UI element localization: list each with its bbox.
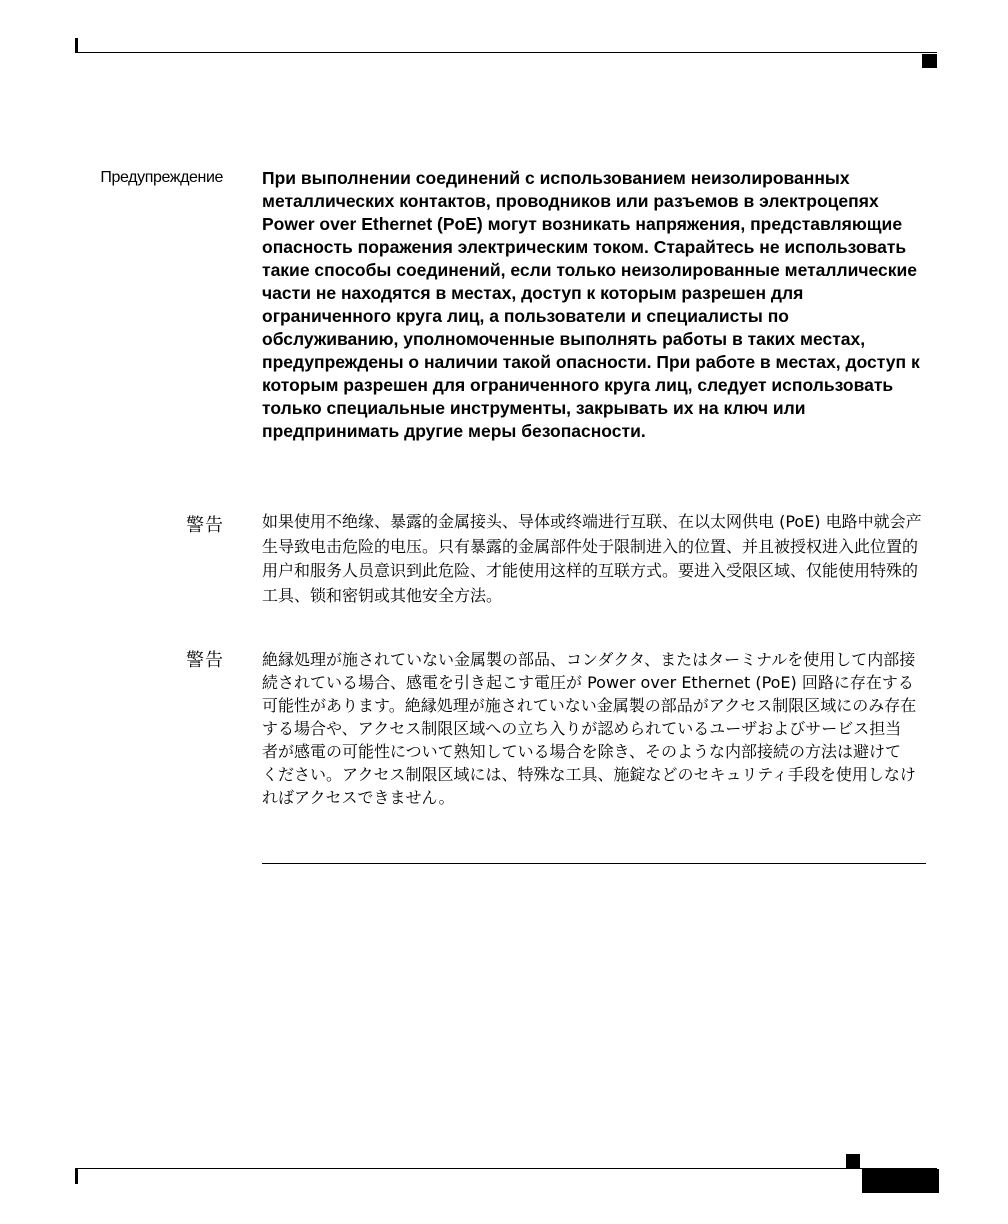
warning-text-chinese: 如果使用不绝缘、暴露的金属接头、导体或终端进行互联、在以太网供电 (PoE) 电路中就会产生导致电击危险的电压。只有暴露的金属部件处于限制进入的位置、并且被授权进入此位置的用户和服务人员意识到此危险、才能使用这样的互联方式。要进入受限区域、仅能使用特殊的工具、锁和密钥或其他安全方法。 xyxy=(262,512,922,605)
section-end-rule xyxy=(262,863,926,864)
warning-label-japanese: 警告 xyxy=(186,650,224,671)
footer-rule xyxy=(75,1168,937,1169)
header-tick-mark xyxy=(75,38,78,53)
header-corner-marker xyxy=(922,54,937,68)
warning-text-russian: При выполнении соединений с использованием неизолированных металлических контактов, проводников или разъемов в электроцепях Power over Ethernet (PoE) могут возникать напряжения, представляющие опасность поражения электрическим током. Старайтесь не использовать такие способы соединений, если только неизолированные металлические части не находятся в местах, доступ к которым разрешен для ограниченного круга лиц, а пользователи и специалисты по обслуживанию, уполномоченные выполнять работы в таких местах, предупреждены о наличии такой опасности. При работе в местах, доступ к которым разрешен для ограниченного круга лиц, следует использовать только специальные инструменты, закрывать их на ключ или предпринимать другие меры безопасности. xyxy=(262,168,920,441)
warning-label-russian: Предупреждение xyxy=(100,169,223,186)
footer-page-tab xyxy=(862,1169,939,1193)
footer-corner-marker xyxy=(846,1154,860,1168)
footer-tick-mark xyxy=(75,1169,78,1184)
header-rule xyxy=(75,52,937,53)
warning-label-chinese: 警告 xyxy=(186,515,224,536)
warning-text-japanese: 絶縁処理が施されていない金属製の部品、コンダクタ、またはターミナルを使用して内部接続されている場合、感電を引き起こす電圧が Power over Ethernet (PoE) 回路に存在する可能性があります。絶縁処理が施されていない金属製の部品がアクセス制限区域にのみ存在する場合や、アクセス制限区域への立ち入りが認められているユーザおよびサービス担当者が感電の可能性について熟知している場合を除き、そのような内部接続の方法は避けてください。アクセス制限区域には、特殊な工具、施錠などのセキュリティ手段を使用しなければアクセスできません。 xyxy=(262,650,917,807)
